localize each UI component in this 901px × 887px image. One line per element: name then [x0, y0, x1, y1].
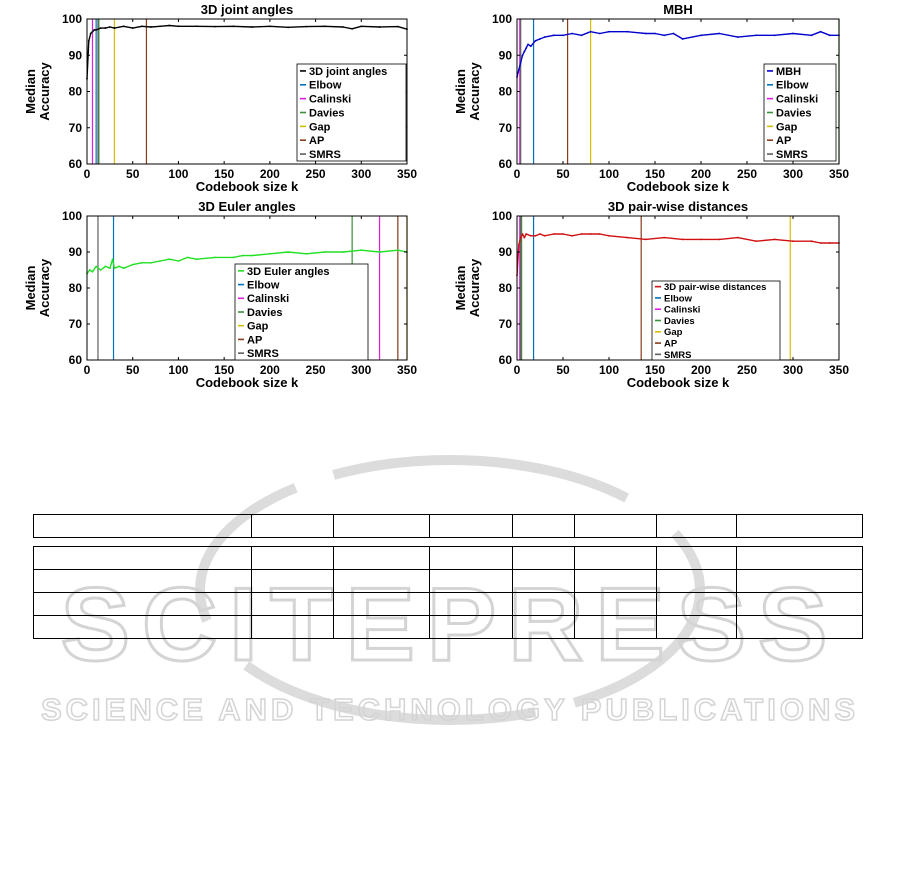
legend-label: Calinski	[309, 93, 352, 106]
chart-mbh	[453, 2, 849, 194]
x-tick-label: 300	[782, 167, 804, 181]
data-point	[523, 51, 525, 53]
legend-label: Elbow	[309, 79, 342, 92]
x-tick-label: 50	[126, 167, 140, 181]
data-point	[539, 38, 541, 40]
data-point	[232, 25, 234, 27]
x-tick-label: 50	[556, 167, 570, 181]
y-tick-label: 60	[68, 353, 82, 367]
table-header-cell	[333, 515, 429, 538]
table-cell	[736, 593, 862, 616]
table-header-row	[34, 515, 863, 538]
legend-label: Gap	[664, 327, 683, 339]
data-point	[774, 34, 776, 36]
data-point	[792, 33, 794, 35]
x-axis-label: Codebook size k	[195, 375, 299, 390]
y-tick-label: 70	[68, 120, 82, 135]
data-point	[581, 34, 583, 36]
legend	[764, 64, 836, 161]
x-tick-label: 300	[351, 363, 372, 377]
data-point	[737, 36, 739, 38]
table-cell	[574, 547, 656, 570]
data-point	[562, 233, 564, 235]
data-point	[820, 242, 822, 244]
data-point	[178, 260, 180, 262]
table-cell	[657, 547, 736, 570]
data-point	[518, 244, 520, 246]
legend-label: 3D pair-wise distances	[664, 282, 767, 294]
y-axis-label: MedianAccuracy	[453, 258, 482, 318]
table-header-cell	[736, 515, 862, 538]
watermark-subtitle: SCIENCE AND TECHNOLOGY PUBLICATIONS	[40, 692, 860, 727]
legend-label: Davies	[776, 107, 812, 120]
y-tick-label: 70	[498, 317, 512, 331]
data-point	[599, 33, 601, 35]
legend-label: 3D Euler angles	[247, 265, 330, 278]
table-cell	[34, 616, 252, 639]
table-cell	[574, 593, 656, 616]
data-point	[581, 233, 583, 235]
table-cell	[657, 616, 736, 639]
data-point	[287, 251, 289, 253]
y-axis-label: MedianAccuracy	[23, 62, 52, 121]
table-cell	[512, 547, 574, 570]
table-cell	[736, 616, 862, 639]
y-tick-label: 70	[68, 317, 82, 331]
table-header	[33, 514, 863, 538]
data-point	[520, 62, 522, 64]
table-cell	[574, 616, 656, 639]
data-point	[673, 33, 675, 35]
chart-title: 3D joint angles	[200, 2, 294, 17]
legend-label: Elbow	[776, 79, 809, 92]
data-point	[112, 258, 114, 260]
x-tick-label: 300	[782, 363, 804, 377]
table-cell	[430, 547, 512, 570]
table-header-cell	[574, 515, 656, 538]
x-tick-label: 100	[168, 363, 189, 377]
legend-label: Davies	[664, 315, 695, 327]
table-header-cell	[252, 515, 333, 538]
data-point	[525, 233, 527, 235]
table-cell	[34, 593, 252, 616]
table-cell	[736, 547, 862, 570]
data-point	[544, 36, 546, 38]
table-cell	[34, 570, 252, 593]
data-point	[306, 253, 308, 255]
data-point	[88, 40, 90, 42]
legend-label: AP	[664, 338, 678, 350]
data-point	[141, 25, 143, 27]
y-tick-label: 100	[61, 209, 82, 223]
x-tick-label: 100	[598, 167, 620, 181]
data-point	[599, 233, 601, 235]
chart-euler	[23, 199, 417, 390]
data-point	[608, 235, 610, 237]
data-point	[682, 239, 684, 241]
y-axis-label: MedianAccuracy	[23, 258, 52, 318]
data-point	[523, 237, 525, 239]
x-tick-label: 0	[83, 167, 91, 181]
y-tick-label: 60	[498, 157, 512, 171]
legend-label: SMRS	[664, 349, 692, 361]
legend-label: Elbow	[664, 293, 692, 305]
table-cell	[430, 616, 512, 639]
data-point	[792, 240, 794, 242]
data-point	[379, 26, 381, 28]
table-row	[34, 547, 863, 570]
data-point	[522, 233, 524, 235]
data-point	[123, 267, 125, 269]
legend-label: AP	[309, 135, 325, 148]
y-tick-label: 90	[68, 245, 82, 259]
data-point	[104, 27, 106, 29]
x-tick-label: 150	[644, 167, 666, 181]
data-point	[571, 33, 573, 35]
legend	[297, 64, 406, 161]
legend-label: Gap	[309, 121, 331, 134]
table-cell	[512, 570, 574, 593]
table-cell	[34, 547, 252, 570]
chart-title: 3D Euler angles	[198, 199, 296, 214]
results-table	[33, 514, 863, 639]
y-tick-label: 60	[498, 353, 512, 367]
legend	[652, 281, 780, 361]
legend-label: Calinski	[247, 293, 290, 306]
data-point	[379, 251, 381, 253]
data-point	[544, 235, 546, 237]
data-point	[571, 235, 573, 237]
data-point	[360, 249, 362, 251]
x-axis-label: Codebook size k	[626, 375, 730, 390]
y-tick-label: 80	[68, 281, 82, 295]
table-cell	[333, 547, 429, 570]
data-point	[562, 34, 564, 36]
y-tick-label: 90	[498, 48, 512, 63]
data-point	[269, 25, 271, 27]
x-tick-label: 200	[690, 167, 712, 181]
x-tick-label: 50	[556, 363, 570, 377]
data-point	[100, 27, 102, 29]
legend-label: 3D joint angles	[309, 65, 388, 78]
table-header-cell	[430, 515, 512, 538]
data-point	[100, 269, 102, 271]
data-point	[95, 266, 97, 268]
table-cell	[252, 593, 333, 616]
data-point	[342, 251, 344, 253]
x-tick-label: 150	[644, 363, 666, 377]
table-body	[33, 546, 863, 639]
data-point	[109, 26, 111, 28]
legend-label: SMRS	[309, 149, 341, 162]
x-tick-label: 250	[305, 167, 326, 181]
x-tick-label: 350	[396, 363, 418, 377]
data-point	[700, 34, 702, 36]
x-tick-label: 150	[214, 167, 235, 181]
data-point	[93, 29, 95, 31]
table-row	[34, 593, 863, 616]
x-tick-label: 150	[214, 363, 235, 377]
data-point	[645, 239, 647, 241]
y-tick-label: 100	[491, 209, 512, 223]
data-point	[168, 258, 170, 260]
x-tick-label: 350	[828, 363, 850, 377]
data-point	[90, 33, 92, 35]
x-tick-label: 200	[259, 363, 280, 377]
data-point	[527, 43, 529, 45]
data-point	[109, 267, 111, 269]
data-point	[104, 266, 106, 268]
data-point	[123, 25, 125, 27]
data-point	[682, 38, 684, 40]
table-header-cell	[34, 515, 252, 538]
data-point	[530, 235, 532, 237]
data-point	[141, 262, 143, 264]
data-point	[829, 242, 831, 244]
y-tick-label: 60	[68, 157, 82, 171]
data-point	[520, 237, 522, 239]
data-point	[287, 26, 289, 28]
data-point	[553, 233, 555, 235]
data-point	[755, 240, 757, 242]
data-point	[360, 25, 362, 27]
data-point	[755, 34, 757, 36]
data-point	[132, 27, 134, 29]
data-point	[132, 264, 134, 266]
x-axis-label: Codebook size k	[626, 179, 730, 194]
x-axis-label: Codebook size k	[195, 179, 299, 194]
x-tick-label: 200	[259, 167, 280, 181]
legend-label: Elbow	[247, 279, 280, 292]
legend-label: Gap	[247, 320, 269, 333]
table-row	[34, 570, 863, 593]
legend-label: SMRS	[776, 149, 808, 162]
data-point	[92, 271, 94, 273]
data-point	[92, 31, 94, 33]
data-point	[535, 40, 537, 42]
legend-label: Gap	[776, 121, 798, 134]
watermark-title: SCITEPRESS	[60, 567, 840, 683]
data-point	[150, 26, 152, 28]
data-point	[397, 249, 399, 251]
y-tick-label: 100	[491, 12, 512, 26]
table-cell	[430, 570, 512, 593]
data-point	[645, 33, 647, 35]
x-tick-label: 100	[168, 167, 189, 181]
data-point	[663, 34, 665, 36]
table-header-cell	[657, 515, 736, 538]
table-row	[34, 616, 863, 639]
data-point	[627, 237, 629, 239]
x-tick-label: 0	[513, 167, 521, 181]
data-point	[187, 257, 189, 259]
data-point	[590, 31, 592, 33]
data-point	[829, 34, 831, 36]
y-tick-label: 80	[498, 281, 512, 295]
table-cell	[333, 570, 429, 593]
data-point	[159, 25, 161, 27]
y-tick-label: 70	[498, 120, 512, 135]
legend-label: SMRS	[247, 348, 279, 361]
data-point	[324, 251, 326, 253]
legend-label: Davies	[309, 107, 345, 120]
y-tick-label: 100	[61, 12, 82, 26]
data-point	[89, 269, 91, 271]
table-header-cell	[512, 515, 574, 538]
data-point	[251, 255, 253, 257]
legend-label: Calinski	[664, 304, 701, 316]
data-point	[737, 237, 739, 239]
table-cell	[252, 570, 333, 593]
data-point	[214, 257, 216, 259]
data-point	[811, 240, 813, 242]
data-point	[654, 33, 656, 35]
data-point	[351, 28, 353, 30]
data-point	[719, 33, 721, 35]
data-point	[242, 255, 244, 257]
x-tick-label: 250	[736, 363, 758, 377]
y-tick-label: 80	[68, 84, 82, 99]
data-point	[539, 233, 541, 235]
legend	[235, 264, 368, 360]
data-point	[168, 25, 170, 27]
table-cell	[430, 593, 512, 616]
chart-pair	[453, 199, 849, 390]
table-cell	[512, 616, 574, 639]
x-tick-label: 350	[396, 167, 418, 181]
y-tick-label: 80	[498, 84, 512, 99]
x-tick-label: 350	[828, 167, 850, 181]
data-point	[306, 26, 308, 28]
data-point	[774, 239, 776, 241]
data-point	[342, 26, 344, 28]
figure-charts	[0, 0, 901, 400]
data-point	[719, 239, 721, 241]
x-tick-label: 200	[690, 363, 712, 377]
data-point	[535, 235, 537, 237]
data-point	[663, 237, 665, 239]
table-cell	[736, 570, 862, 593]
table-cell	[252, 616, 333, 639]
data-point	[196, 258, 198, 260]
chart-joint	[23, 2, 417, 194]
table-cell	[574, 570, 656, 593]
data-point	[700, 239, 702, 241]
data-point	[114, 27, 116, 29]
legend-label: Calinski	[776, 93, 819, 106]
data-point	[608, 31, 610, 33]
data-point	[530, 45, 532, 47]
table-cell	[252, 547, 333, 570]
data-point	[269, 253, 271, 255]
table-cell	[512, 593, 574, 616]
data-point	[590, 233, 592, 235]
data-point	[232, 257, 234, 259]
data-point	[159, 260, 161, 262]
data-point	[522, 54, 524, 56]
data-point	[118, 266, 120, 268]
x-tick-label: 0	[513, 363, 521, 377]
data-point	[150, 262, 152, 264]
y-axis-label: MedianAccuracy	[453, 62, 482, 121]
x-tick-label: 0	[83, 363, 91, 377]
table-cell	[333, 616, 429, 639]
data-point	[811, 34, 813, 36]
x-tick-label: 250	[736, 167, 758, 181]
y-tick-label: 90	[498, 245, 512, 259]
data-point	[627, 31, 629, 33]
chart-title: 3D pair-wise distances	[607, 199, 749, 214]
data-point	[95, 29, 97, 31]
legend-label: AP	[776, 135, 792, 148]
x-tick-label: 250	[305, 363, 326, 377]
data-point	[214, 26, 216, 28]
data-point	[324, 25, 326, 27]
chart-title: MBH	[663, 2, 693, 17]
data-point	[525, 47, 527, 49]
x-tick-label: 50	[126, 363, 140, 377]
data-point	[553, 34, 555, 36]
table-cell	[657, 570, 736, 593]
data-point	[196, 25, 198, 27]
legend-label: MBH	[776, 65, 802, 78]
y-tick-label: 90	[68, 48, 82, 63]
table-cell	[333, 593, 429, 616]
data-point	[178, 25, 180, 27]
legend-label: Davies	[247, 306, 283, 319]
data-point	[114, 267, 116, 269]
data-point	[820, 31, 822, 33]
x-tick-label: 100	[598, 363, 620, 377]
data-point	[251, 26, 253, 28]
data-point	[397, 26, 399, 28]
x-tick-label: 300	[351, 167, 372, 181]
data-point	[518, 69, 520, 71]
table-cell	[657, 593, 736, 616]
legend-label: AP	[247, 334, 263, 347]
